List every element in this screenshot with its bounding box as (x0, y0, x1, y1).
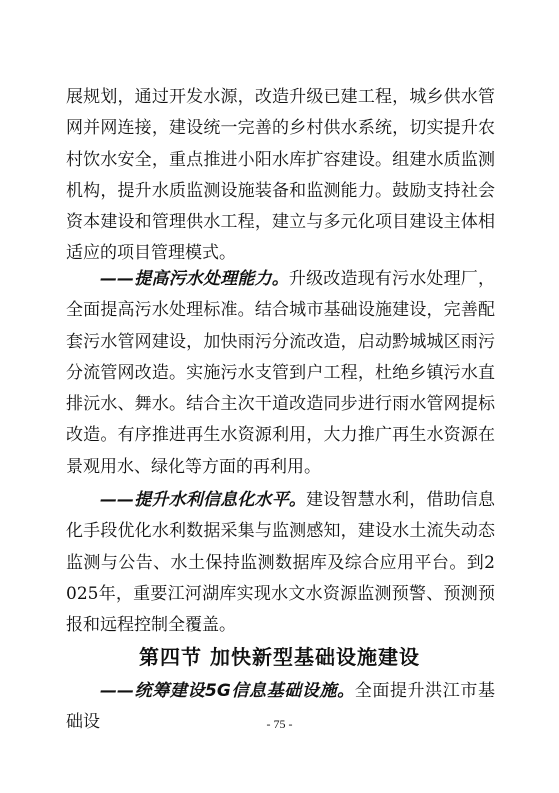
paragraph-lead-heading: ——提升水利信息化水平。 (100, 490, 307, 510)
paragraph-water-supply (66, 82, 495, 270)
paragraph-water-informatization (66, 485, 495, 641)
paragraph-sewage-treatment (66, 264, 495, 483)
paragraph-body: 全面提升洪江市基础设 (66, 681, 495, 733)
paragraph-body: 建设智慧水利，借助信息化手段优化水利数据采集与监测感知，建设水土流失动态监测与公告、水土保持监测数据库及综合应用平台。到2025年，重要江河湖库实现水文水资源监测预警、预测预报和远程控制全覆盖。 (66, 490, 496, 636)
section-heading: 第四节 加快新型基础设施建设 (139, 645, 420, 669)
paragraph-body: 展规划，通过开发水源，改造升级已建工程，城乡供水管网并网连接，建设统一完善的乡村供水系统，切实提升农村饮水安全，重点推进小阳水库扩容建设。组建水质监测机构，提升水质监测设施装备和监测能力。鼓励支持社会资本建设和管理供水工程，建立与多元化项目建设主体相适应的项目管理模式。 (66, 87, 495, 264)
paragraph-lead-heading: ——提高污水处理能力。 (100, 269, 289, 289)
page-number: - 75 - (266, 717, 293, 731)
paragraph-body: 升级改造现有污水处理厂，全面提高污水处理标准。结合城市基础设施建设，完善配套污水管网建设，加快雨污分流改造，启动黔城城区雨污分流管网改造。实施污水支管到户工程，杜绝乡镇污水直排沅水、舞水。结合主次干道改造同步进行雨水管网提标改造。有序推进再生水资源利用，大力推广再生水资源在景观用水、绿化等方面的再利用。 (66, 269, 496, 477)
paragraph-lead-heading: ——统筹建设5G信息基础设施。 (100, 681, 355, 701)
